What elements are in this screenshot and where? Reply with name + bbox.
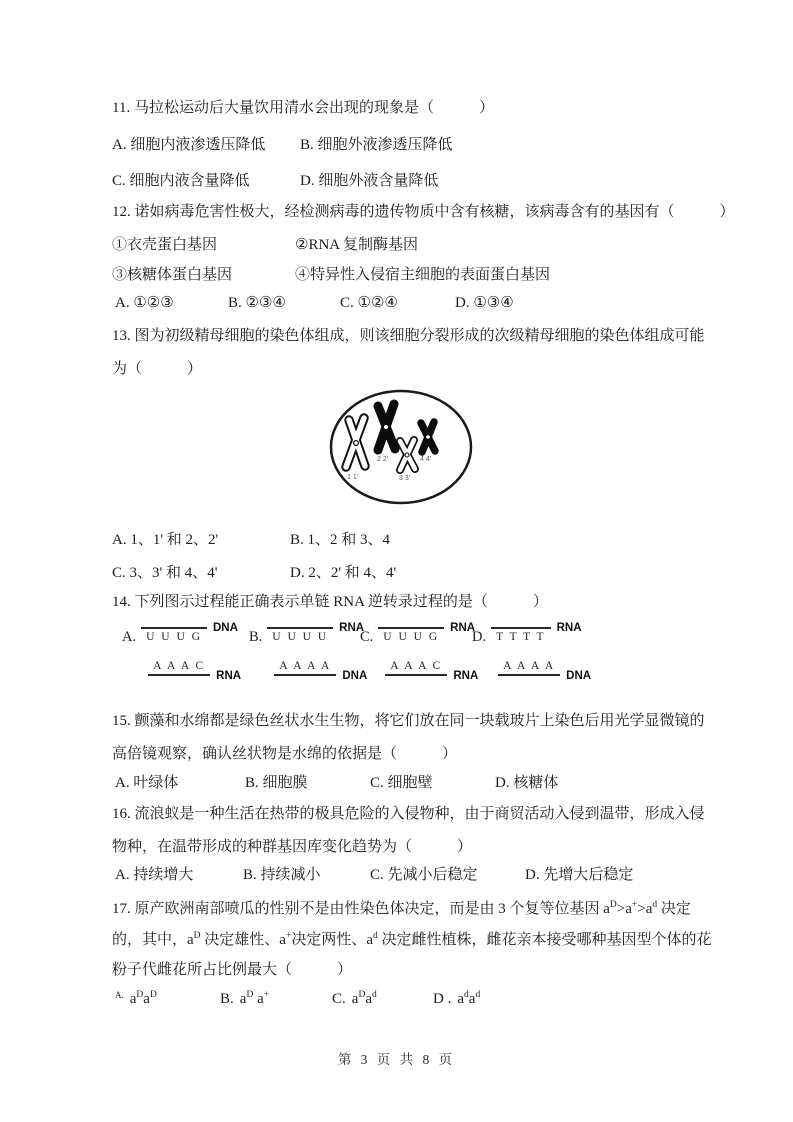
top-strand-sequence: T T T T — [491, 627, 550, 643]
q16-stem-line2: 物种，在温带形成的种群基因库变化趋势为（ ） — [112, 839, 473, 855]
bottom-strand-label: RNA — [216, 670, 242, 682]
q16-option-c: C. 先减小后稳定 — [370, 867, 478, 883]
q15-stem-line1: 15. 颤藻和水绵都是绿色丝状水生生物，将它们放在同一块载玻片上染色后用光学显微镜的 — [112, 713, 705, 729]
top-strand-sequence: U U U G — [141, 627, 207, 643]
q14-option-b — [249, 621, 368, 682]
q14-option-b-duplex — [267, 622, 368, 682]
q16-stem-line1: 16. 流浪蚁是一种生活在热带的极具危险的入侵物种，由于商贸活动入侵到温带，形成入侵 — [112, 806, 705, 822]
q17-stem-line2: 的，其中，$a^D$ 决定雄性、a+决定两性、$a^d$ 决定雌性植株，雌花亲本接受哪种基因型个体的花 — [112, 931, 712, 948]
q11-option-a: A. 细胞内液渗透压降低 — [112, 137, 266, 153]
chromosome-1-icon — [346, 418, 365, 467]
q17-stem-line3: 粉子代雌花所占比例最大（ ） — [112, 962, 353, 978]
q16-option-b: B. 持续减小 — [243, 867, 321, 883]
q13-option-a: A. 1、1' 和 2、2' — [112, 532, 219, 548]
chromosome-2-icon — [378, 404, 395, 450]
q15-option-a: A. 叶绿体 — [115, 775, 179, 791]
bottom-strand-label: DNA — [566, 670, 592, 682]
q14-option-b-letter: B. — [249, 629, 263, 645]
bottom-strand-sequence: A A A A — [498, 660, 560, 676]
top-strand-label: RNA — [339, 622, 365, 634]
q12-option-c: C. ①②④ — [340, 295, 398, 311]
q17-option-d: D . $a^da^d$ — [433, 990, 481, 1007]
q13-stem-line1: 13. 图为初级精母细胞的染色体组成，则该细胞分裂形成的次级精母细胞的染色体组成可能 — [112, 328, 705, 344]
top-strand-sequence: U U U G — [378, 627, 444, 643]
top-strand-label: RNA — [450, 622, 476, 634]
meiosis-cell-figure — [325, 387, 477, 514]
q12-item-3: ③核糖体蛋白基因 — [112, 267, 233, 283]
chromosome-3-icon — [400, 440, 415, 470]
q12-item-2: ②RNA 复制酶基因 — [295, 237, 419, 253]
q13-option-b: B. 1、2 和 3、4 — [290, 532, 391, 548]
q14-option-c — [360, 621, 479, 682]
q14-option-c-duplex — [378, 622, 479, 682]
chromosome-3-label: 3 3' — [399, 475, 411, 482]
q15-option-b: B. 细胞膜 — [245, 775, 308, 791]
q14-option-d — [472, 621, 592, 682]
q14-option-d-letter: D. — [472, 629, 487, 645]
q15-option-d: D. 核糖体 — [495, 775, 559, 791]
top-strand-label: RNA — [556, 622, 582, 634]
bottom-strand-sequence: A A A C — [148, 660, 210, 676]
q11-stem: 11. 马拉松运动后大量饮用清水会出现的现象是（ ） — [112, 100, 494, 116]
chromosome-4-icon — [421, 422, 435, 452]
bottom-strand-sequence: A A A A — [274, 660, 336, 676]
q13-option-c: C. 3、3' 和 4、4' — [112, 565, 218, 581]
bottom-strand-label: DNA — [342, 670, 368, 682]
chromosome-2-label: 2 2' — [377, 456, 389, 463]
q13-option-d: D. 2、2' 和 4、4' — [290, 565, 397, 581]
bottom-strand-label: RNA — [453, 670, 479, 682]
q12-option-b: B. ②③④ — [228, 295, 286, 311]
q15-option-c: C. 细胞壁 — [370, 775, 433, 791]
q12-item-4: ④特异性入侵宿主细胞的表面蛋白基因 — [295, 267, 551, 283]
page-number-footer: 第 3 页 共 8 页 — [337, 1052, 456, 1067]
q15-stem-line2: 高倍镜观察，确认丝状物是水绵的依据是（ ） — [112, 746, 458, 762]
q14-option-a-duplex — [141, 622, 242, 682]
q14-option-a — [122, 621, 242, 682]
q14-option-c-letter: C. — [360, 629, 374, 645]
q12-option-a: A. ①②③ — [115, 295, 174, 311]
top-strand-label: DNA — [212, 622, 238, 634]
chromosome-1-label: 1 1' — [347, 474, 359, 481]
q17-option-b: B. $a^D$ a+ — [220, 990, 270, 1007]
q11-option-d: D. 细胞外液含量降低 — [300, 173, 439, 189]
q17-option-c: C. $a^Da^d$ — [332, 990, 377, 1007]
q16-option-d: D. 先增大后稳定 — [525, 867, 634, 883]
q12-option-d: D. ①③④ — [455, 295, 514, 311]
bottom-strand-sequence: A A A C — [385, 660, 447, 676]
q14-stem: 14. 下列图示过程能正确表示单链 RNA 逆转录过程的是（ ） — [112, 594, 548, 610]
q12-item-1: ①衣壳蛋白基因 — [112, 237, 218, 253]
q11-option-b: B. 细胞外液渗透压降低 — [300, 137, 453, 153]
q17-stem-line1: 17. 原产欧洲南部喷瓜的性别不是由性染色体决定，而是由 3 个复等位基因 $a^D>a^+>a^d$ 决定 — [112, 900, 691, 917]
q14-option-a-letter: A. — [122, 629, 137, 645]
q11-option-c: C. 细胞内液含量降低 — [112, 173, 250, 189]
q16-option-a: A. 持续增大 — [115, 867, 194, 883]
q13-stem-line2: 为（ ） — [112, 361, 203, 377]
q17-option-a: $^{A.}$ $a^Da^D$ — [115, 990, 157, 1007]
top-strand-sequence: U U U U — [267, 627, 333, 643]
chromosome-4-label: 4 4' — [420, 456, 432, 463]
q12-stem: 12. 诺如病毒危害性极大，经检测病毒的遗传物质中含有核糖，该病毒含有的基因有（ ） — [112, 204, 735, 220]
q14-option-d-duplex — [491, 622, 592, 682]
